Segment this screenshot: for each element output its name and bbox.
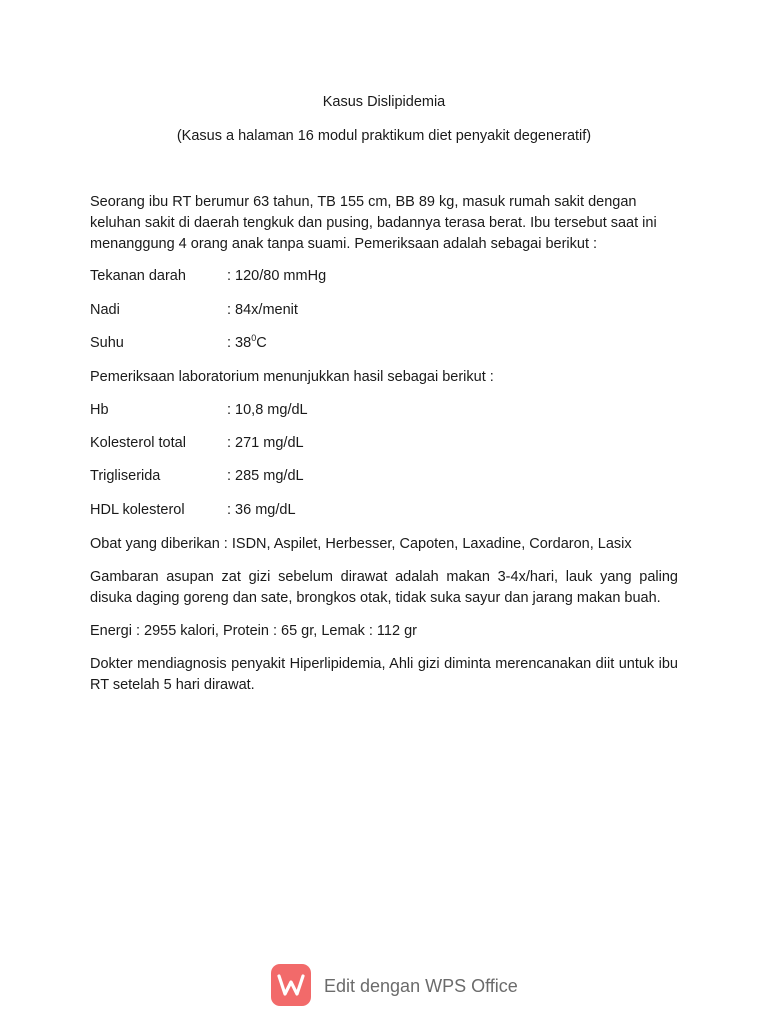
lab-value: : 36 mg/dL [227, 502, 296, 518]
temperature-unit: C [256, 335, 267, 351]
edit-with-wps-link[interactable]: Edit dengan WPS Office [324, 976, 518, 996]
wps-w-glyph [271, 964, 311, 1006]
drugs-paragraph: Obat yang diberikan : ISDN, Aspilet, Herbesser, Capoten, Laxadine, Cordaron, Lasix [90, 536, 632, 552]
lab-intro-paragraph: Pemeriksaan laboratorium menunjukkan hasil sebagai berikut : [90, 369, 494, 385]
lab-label: Trigliserida [90, 468, 161, 484]
lab-row [90, 466, 678, 486]
vital-row [90, 333, 678, 353]
energy-paragraph: Energi : 2955 kalori, Protein : 65 gr, Lemak : 112 gr [90, 623, 417, 639]
vital-value-temperature [227, 333, 267, 353]
lab-label: Hb [90, 402, 109, 418]
temperature-value: : 38 [227, 335, 252, 351]
intake-paragraph: Gambaran asupan zat gizi sebelum dirawat adalah makan 3-4x/hari, lauk yang paling disuka daging goreng dan sate, brongkos otak, tidak suka sayur dan jarang makan buah. [90, 569, 678, 606]
lab-value: : 10,8 mg/dL [227, 402, 308, 418]
lab-label: HDL kolesterol [90, 502, 185, 518]
lab-row [90, 500, 678, 520]
vital-label: Nadi [90, 302, 120, 318]
vital-row [90, 300, 678, 320]
vital-label: Suhu [90, 335, 124, 351]
wps-edit-banner[interactable] [0, 964, 768, 1008]
lab-label: Kolesterol total [90, 435, 186, 451]
document-subtitle: (Kasus a halaman 16 modul praktikum diet penyakit degeneratif) [176, 128, 592, 144]
vital-label: Tekanan darah [90, 268, 186, 284]
document-title: Kasus Dislipidemia [322, 94, 446, 110]
vital-row [90, 266, 678, 286]
lab-value: : 271 mg/dL [227, 435, 304, 451]
vital-value: : 84x/menit [227, 302, 298, 318]
vital-value: : 120/80 mmHg [227, 268, 327, 284]
diagnosis-paragraph: Dokter mendiagnosis penyakit Hiperlipidemia, Ahli gizi diminta merencanakan diit untuk ibu RT setelah 5 hari dirawat. [90, 656, 678, 693]
lab-value: : 285 mg/dL [227, 468, 304, 484]
intro-paragraph: Seorang ibu RT berumur 63 tahun, TB 155 cm, BB 89 kg, masuk rumah sakit dengan keluhan sakit di daerah tengkuk dan pusing, badannya terasa berat. Ibu tersebut saat ini menanggung 4 orang anak tanpa suami. Pemeriksaan adalah sebagai berikut : [90, 194, 657, 252]
wps-office-icon[interactable] [271, 964, 311, 1006]
lab-row [90, 433, 678, 453]
lab-row [90, 400, 678, 420]
degree-superscript: 0 [251, 333, 257, 343]
